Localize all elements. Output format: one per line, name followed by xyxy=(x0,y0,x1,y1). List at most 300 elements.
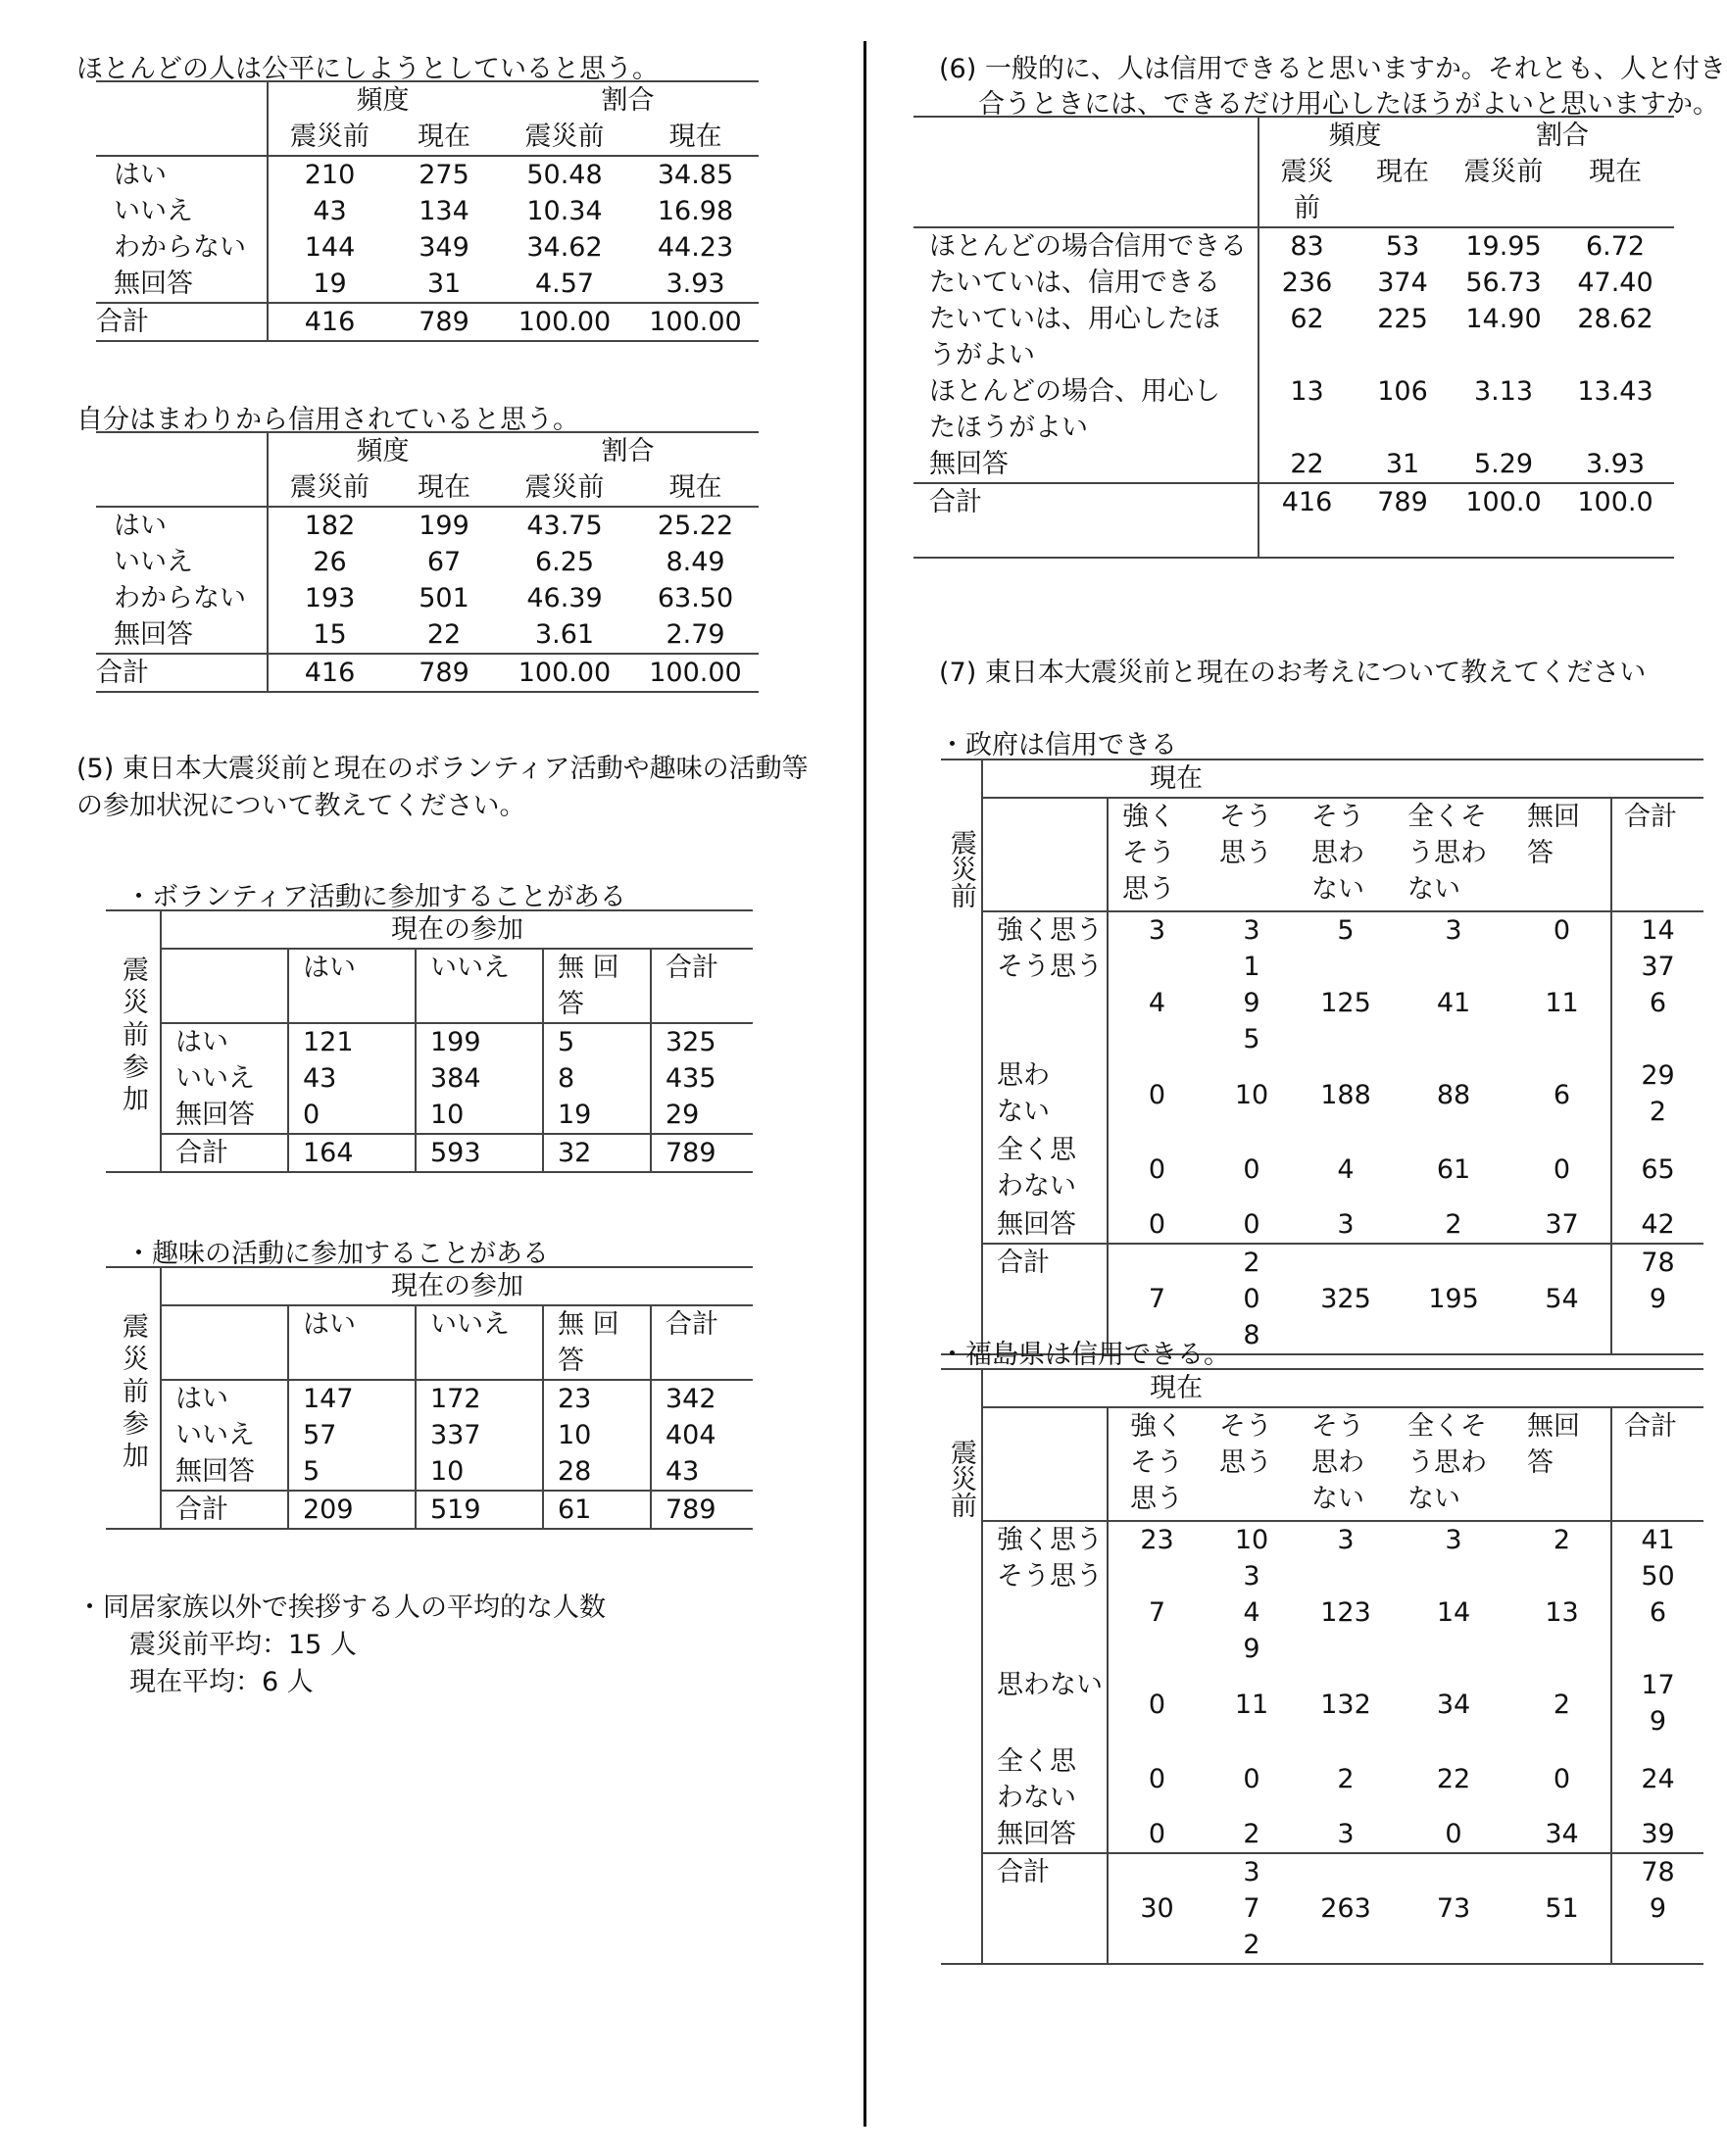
cell: 225 xyxy=(1377,304,1428,334)
col-header: いいえ xyxy=(416,949,543,1023)
row-label: 合計 xyxy=(96,303,268,341)
table-row xyxy=(941,1206,1703,1244)
s5-heading: (5) 東日本大震災前と現在のボランティア活動や趣味の活動等 xyxy=(76,754,809,784)
cell: 106 xyxy=(1377,376,1428,407)
cell: 2 xyxy=(1243,1819,1260,1849)
col-header: 無回答 xyxy=(1513,798,1611,911)
cell: 100.00 xyxy=(518,307,612,337)
t1-sub: 震災前 xyxy=(524,122,605,152)
t4-title: ・趣味の活動に参加することがある xyxy=(125,1239,549,1269)
row-label: 合計 xyxy=(982,1853,1108,1964)
cell: 3.93 xyxy=(1585,449,1646,479)
cell: 73 xyxy=(1436,1893,1471,1924)
total-row xyxy=(106,1491,753,1529)
row-label: 無回答 xyxy=(96,266,268,303)
cell: 51 xyxy=(1513,1853,1611,1964)
cell: 16.98 xyxy=(657,196,734,226)
cell: 56.73 xyxy=(1465,268,1542,298)
cell: 372 xyxy=(1243,1857,1260,1960)
cell: 25.22 xyxy=(657,511,734,541)
row-label: 無回答 xyxy=(913,446,1258,483)
cell: 144 xyxy=(304,232,356,263)
total-row xyxy=(96,303,759,341)
t8-table xyxy=(941,1368,1703,1965)
cell: 195 xyxy=(1428,1284,1479,1314)
col-header: 無 回 答 xyxy=(543,949,651,1023)
cell: 10 xyxy=(1234,1525,1269,1555)
col-header: 合計 xyxy=(1624,1411,1677,1442)
row-label: いいえ xyxy=(161,1060,288,1097)
cell: 44.23 xyxy=(657,232,734,263)
cell: 3 xyxy=(1148,915,1166,946)
cell: 22 xyxy=(1290,449,1324,479)
row-label: たいていは、信用できる xyxy=(913,265,1258,301)
cell: 325 xyxy=(1320,1284,1371,1314)
cell: 10.34 xyxy=(526,196,603,226)
cell: 263 xyxy=(1320,1893,1371,1924)
table-row xyxy=(96,544,759,580)
table-row xyxy=(96,193,759,229)
col-header: そう思う xyxy=(1219,802,1272,868)
cell: 179 xyxy=(1641,1670,1675,1737)
table-row xyxy=(913,301,1674,373)
cell: 236 xyxy=(1281,268,1333,298)
row-label: わからない xyxy=(96,229,268,266)
t1-table xyxy=(96,80,759,342)
cell: 88 xyxy=(1436,1079,1471,1110)
cell: 5 xyxy=(543,1023,651,1060)
t1-sub: 現在 xyxy=(418,122,470,152)
cell: 519 xyxy=(416,1491,543,1529)
t3-title: ・ボランティア活動に参加することがある xyxy=(125,882,626,912)
t3-side-label: 震災前参加 xyxy=(118,956,148,1117)
cell: 349 xyxy=(1243,1561,1260,1664)
t6-sub: 現在 xyxy=(1589,157,1642,187)
cell: 337 xyxy=(416,1417,543,1453)
t3-top-label: 現在の参加 xyxy=(391,914,523,945)
cell: 172 xyxy=(416,1380,543,1417)
t6-sub: 震災前 xyxy=(1463,157,1544,187)
t6-h-freq: 頻度 xyxy=(1328,121,1382,151)
t7-title: ・政府は信用できる xyxy=(939,730,1177,760)
t7-table xyxy=(941,759,1703,1355)
table-row xyxy=(941,1057,1703,1132)
t1-h-freq: 頻度 xyxy=(356,85,410,116)
cell: 0 xyxy=(1148,1209,1166,1240)
t2-sub: 現在 xyxy=(418,472,470,503)
cell: 4 xyxy=(1337,1153,1355,1185)
cell: 31 xyxy=(426,269,462,299)
cell: 61 xyxy=(1436,1153,1471,1185)
row-label: 思わない xyxy=(982,1667,1108,1741)
t6-table xyxy=(913,116,1674,559)
greet-title: ・同居家族以外で挨拶する人の平均的な人数 xyxy=(76,1592,606,1623)
col-header: はい xyxy=(288,949,416,1023)
cell: 30 xyxy=(1140,1893,1174,1924)
cell: 0 xyxy=(1148,1153,1166,1185)
cell: 3.13 xyxy=(1473,376,1534,407)
t1-h-ratio: 割合 xyxy=(601,85,655,116)
t6-sub: 現在 xyxy=(1376,157,1429,187)
col-header: そう思わない xyxy=(1311,1411,1364,1514)
cell: 100.00 xyxy=(649,658,742,688)
cell: 404 xyxy=(666,1420,716,1450)
cell: 0 xyxy=(1243,1153,1260,1185)
t2-h-freq: 頻度 xyxy=(356,436,410,466)
cell: 32 xyxy=(543,1134,651,1172)
row-label: ほとんどの場合信用できる xyxy=(913,227,1258,265)
table-row xyxy=(106,1453,753,1491)
row-label: たいていは、用心したほうがよい xyxy=(913,301,1258,373)
t2-title: 自分はまわりから信用されていると思う。 xyxy=(76,405,579,435)
total-row xyxy=(941,1853,1703,1964)
cell: 6 xyxy=(1513,1057,1611,1132)
cell: 100.0 xyxy=(1577,487,1653,517)
cell: 23 xyxy=(543,1380,651,1417)
cell: 83 xyxy=(1290,231,1324,262)
cell: 0 xyxy=(1148,1079,1166,1110)
cell: 6.72 xyxy=(1585,231,1646,262)
table-row xyxy=(941,911,1703,949)
cell: 3.93 xyxy=(666,269,725,299)
cell: 28.62 xyxy=(1577,304,1653,334)
cell: 789 xyxy=(1641,1248,1675,1314)
t4-top-label: 現在の参加 xyxy=(391,1271,523,1301)
row-label: 全く思わない xyxy=(982,1741,1108,1816)
cell: 0 xyxy=(1243,1763,1260,1794)
cell: 3 xyxy=(1243,915,1260,946)
row-label: そう思う xyxy=(982,1558,1108,1667)
row-label: そう思う xyxy=(982,949,1108,1057)
t2-sub: 震災前 xyxy=(524,472,605,503)
cell: 3 xyxy=(1445,1525,1462,1555)
table-row xyxy=(941,1521,1703,1558)
cell: 0 xyxy=(1148,1819,1166,1849)
cell: 193 xyxy=(304,583,356,613)
cell: 789 xyxy=(666,1138,716,1168)
row-label: 全く思わない xyxy=(982,1132,1108,1206)
row-label: 無回答 xyxy=(161,1097,288,1134)
row-label: いいえ xyxy=(161,1417,288,1453)
cell: 11 xyxy=(1513,949,1611,1057)
cell: 8 xyxy=(543,1060,651,1097)
total-row xyxy=(106,1134,753,1172)
cell: 199 xyxy=(416,1023,543,1060)
table-row xyxy=(106,1023,753,1060)
cell: 39 xyxy=(1641,1819,1675,1849)
cell: 2 xyxy=(1513,1521,1611,1558)
cell: 209 xyxy=(288,1491,416,1529)
row-label: 合計 xyxy=(913,483,1258,558)
cell: 42 xyxy=(1641,1209,1675,1240)
table-row xyxy=(941,1667,1703,1741)
cell: 5 xyxy=(1337,915,1355,946)
cell: 34.62 xyxy=(526,232,603,263)
t2-sub: 震災前 xyxy=(290,472,370,503)
col-header: そう思う xyxy=(1219,1411,1272,1478)
col-header: 全くそう思わない xyxy=(1407,1411,1487,1514)
table-row xyxy=(106,1097,753,1134)
cell: 50.48 xyxy=(526,160,603,190)
cell: 210 xyxy=(304,160,356,190)
greet-now: 現在平均：6 人 xyxy=(129,1667,314,1697)
row-label: 合計 xyxy=(161,1134,288,1172)
table-row xyxy=(913,446,1674,483)
cell: 0 xyxy=(1513,1741,1611,1816)
cell: 349 xyxy=(419,232,469,263)
cell: 292 xyxy=(1641,1060,1675,1127)
row-label: いいえ xyxy=(96,193,268,229)
col-header: 強くそう思う xyxy=(1122,802,1175,905)
table-row xyxy=(96,507,759,544)
cell: 182 xyxy=(304,511,356,541)
t2-h-ratio: 割合 xyxy=(601,436,655,466)
cell: 121 xyxy=(288,1023,416,1060)
cell: 501 xyxy=(419,583,469,613)
cell: 65 xyxy=(1641,1153,1675,1185)
s5-heading-cont: の参加状況について教えてください。 xyxy=(76,791,526,821)
cell: 31 xyxy=(1385,449,1420,479)
cell: 57 xyxy=(288,1417,416,1453)
cell: 2 xyxy=(1445,1209,1462,1240)
cell: 593 xyxy=(416,1134,543,1172)
cell: 5 xyxy=(288,1453,416,1491)
row-label: 合計 xyxy=(96,654,268,692)
greet-before: 震災前平均：15 人 xyxy=(129,1630,357,1660)
cell: 0 xyxy=(1445,1819,1462,1849)
cell: 506 xyxy=(1641,1561,1675,1628)
cell: 41 xyxy=(1436,988,1471,1018)
t6-h-ratio: 割合 xyxy=(1536,121,1589,151)
column-divider xyxy=(864,41,866,2127)
cell: 416 xyxy=(304,307,356,337)
cell: 3 xyxy=(1337,1209,1355,1240)
cell: 376 xyxy=(1641,952,1675,1018)
table-row xyxy=(941,1132,1703,1206)
row-label: 無回答 xyxy=(96,616,268,654)
cell: 43.75 xyxy=(526,511,603,541)
cell: 416 xyxy=(1281,487,1333,517)
cell: 43 xyxy=(313,196,347,226)
t6-sub: 震災前 xyxy=(1280,157,1334,223)
table-row xyxy=(96,580,759,616)
row-label: いいえ xyxy=(96,544,268,580)
cell: 3 xyxy=(1445,915,1462,946)
cell: 416 xyxy=(304,658,356,688)
cell: 5.29 xyxy=(1473,449,1534,479)
row-label: 合計 xyxy=(982,1244,1108,1354)
cell: 7 xyxy=(1148,1284,1166,1314)
row-label: 無回答 xyxy=(161,1453,288,1491)
cell: 67 xyxy=(426,547,462,577)
row-label: 思わない xyxy=(982,1057,1108,1132)
cell: 0 xyxy=(1513,1132,1611,1206)
total-row xyxy=(96,654,759,692)
row-label: ほとんどの場合、用心したほうがよい xyxy=(913,373,1258,446)
row-label: わからない xyxy=(96,580,268,616)
s7-heading: (7) 東日本大震災前と現在のお考えについて教えてください xyxy=(939,658,1647,688)
cell: 6.25 xyxy=(534,547,595,577)
t1-title: ほとんどの人は公平にしようとしていると思う。 xyxy=(76,54,659,84)
row-label: 強く思う xyxy=(982,911,1108,949)
cell: 4 xyxy=(1148,988,1166,1018)
cell: 0 xyxy=(288,1097,416,1134)
row-label: 無回答 xyxy=(982,1206,1108,1244)
t4-table xyxy=(106,1266,753,1530)
row-label: はい xyxy=(96,156,268,193)
row-label: 無回答 xyxy=(982,1816,1108,1853)
cell: 2 xyxy=(1337,1763,1355,1794)
cell: 125 xyxy=(1320,988,1371,1018)
total-row xyxy=(913,483,1674,558)
cell: 325 xyxy=(666,1027,716,1057)
t6-heading: (6) 一般的に、人は信用できると思いますか。それとも、人と付き xyxy=(939,54,1726,84)
row-label: 合計 xyxy=(161,1491,288,1529)
col-header: 強くそう思う xyxy=(1130,1411,1183,1514)
cell: 15 xyxy=(313,619,347,650)
t2-table xyxy=(96,431,759,693)
cell: 43 xyxy=(666,1456,700,1487)
table-row xyxy=(96,616,759,654)
cell: 63.50 xyxy=(657,583,734,613)
t8-top-label: 現在 xyxy=(1150,1373,1203,1403)
cell: 13 xyxy=(1290,376,1324,407)
table-row xyxy=(941,1558,1703,1667)
cell: 34 xyxy=(1513,1816,1611,1853)
table-row xyxy=(913,373,1674,446)
cell: 4.57 xyxy=(534,269,595,299)
cell: 22 xyxy=(426,619,462,650)
cell: 10 xyxy=(416,1097,543,1134)
t7-top-label: 現在 xyxy=(1150,763,1203,794)
cell: 789 xyxy=(1641,1857,1675,1924)
cell: 54 xyxy=(1513,1244,1611,1354)
cell: 14 xyxy=(1641,915,1675,946)
cell: 195 xyxy=(1243,952,1260,1054)
cell: 789 xyxy=(419,658,469,688)
table-row xyxy=(941,949,1703,1057)
cell: 14 xyxy=(1436,1597,1471,1628)
table-row xyxy=(106,1417,753,1453)
cell: 2.79 xyxy=(666,619,725,650)
table-row xyxy=(106,1380,753,1417)
cell: 100.0 xyxy=(1465,487,1542,517)
table-row xyxy=(913,227,1674,265)
cell: 10 xyxy=(416,1453,543,1491)
cell: 3.61 xyxy=(534,619,595,650)
cell: 43 xyxy=(288,1060,416,1097)
table-row xyxy=(96,266,759,303)
cell: 342 xyxy=(666,1384,716,1414)
cell: 13 xyxy=(1513,1558,1611,1667)
cell: 3 xyxy=(1337,1525,1355,1555)
cell: 22 xyxy=(1436,1763,1471,1794)
row-label: 強く思う xyxy=(982,1521,1108,1558)
cell: 0 xyxy=(1148,1689,1166,1720)
cell: 19 xyxy=(543,1097,651,1134)
cell: 188 xyxy=(1320,1079,1371,1110)
cell: 0 xyxy=(1148,1763,1166,1794)
cell: 0 xyxy=(1243,1209,1260,1240)
cell: 2 xyxy=(1513,1667,1611,1741)
col-header: 無回答 xyxy=(1513,1407,1611,1521)
cell: 435 xyxy=(666,1063,716,1094)
cell: 789 xyxy=(419,307,469,337)
row-label: はい xyxy=(96,507,268,544)
cell: 24 xyxy=(1641,1763,1675,1794)
cell: 10 xyxy=(543,1417,651,1453)
table-row xyxy=(96,229,759,266)
table-row xyxy=(913,265,1674,301)
t1-sub: 現在 xyxy=(668,122,722,152)
cell: 19 xyxy=(313,269,347,299)
cell: 789 xyxy=(1377,487,1428,517)
cell: 34 xyxy=(1436,1689,1471,1720)
table-row xyxy=(96,156,759,193)
t8-side-label: 震災前 xyxy=(946,1439,976,1518)
cell: 53 xyxy=(1385,231,1420,262)
cell: 374 xyxy=(1377,268,1428,298)
cell: 199 xyxy=(419,511,469,541)
cell: 132 xyxy=(1320,1689,1371,1720)
t2-sub: 現在 xyxy=(668,472,722,503)
cell: 789 xyxy=(666,1494,716,1525)
cell: 19.95 xyxy=(1465,231,1542,262)
t4-side-label: 震災前参加 xyxy=(118,1312,148,1474)
t7-side-label: 震災前 xyxy=(946,829,976,908)
cell: 26 xyxy=(313,547,347,577)
cell: 47.40 xyxy=(1577,268,1653,298)
cell: 29 xyxy=(666,1100,700,1130)
cell: 10 xyxy=(1234,1079,1269,1110)
cell: 384 xyxy=(416,1060,543,1097)
table-row xyxy=(941,1741,1703,1816)
cell: 13.43 xyxy=(1577,376,1653,407)
cell: 134 xyxy=(419,196,469,226)
cell: 11 xyxy=(1234,1689,1269,1720)
col-header: 全くそう思わない xyxy=(1407,802,1487,905)
table-row xyxy=(106,1060,753,1097)
table-row xyxy=(941,1816,1703,1853)
t1-sub: 震災前 xyxy=(290,122,370,152)
cell: 34.85 xyxy=(657,160,734,190)
cell: 46.39 xyxy=(526,583,603,613)
cell: 164 xyxy=(288,1134,416,1172)
cell: 7 xyxy=(1148,1597,1166,1628)
cell: 28 xyxy=(543,1453,651,1491)
col-header: 合計 xyxy=(1624,802,1677,832)
cell: 41 xyxy=(1641,1525,1675,1555)
cell: 3 xyxy=(1337,1819,1355,1849)
cell: 14.90 xyxy=(1465,304,1542,334)
col-header: そう思わない xyxy=(1311,802,1364,905)
col-header: いいえ xyxy=(416,1305,543,1380)
cell: 123 xyxy=(1320,1597,1371,1628)
col-header: 無 回 答 xyxy=(543,1305,651,1380)
cell: 62 xyxy=(1290,304,1324,334)
cell: 8.49 xyxy=(666,547,725,577)
cell: 100.00 xyxy=(649,307,742,337)
t8-title: ・福島県は信用できる。 xyxy=(939,1340,1230,1370)
t6-heading-cont: 合うときには、できるだけ用心したほうがよいと思いますか。 xyxy=(978,89,1719,120)
cell: 61 xyxy=(543,1491,651,1529)
cell: 208 xyxy=(1243,1248,1260,1350)
col-header: 合計 xyxy=(666,953,718,983)
cell: 0 xyxy=(1513,911,1611,949)
cell: 147 xyxy=(288,1380,416,1417)
col-header: 合計 xyxy=(666,1309,718,1340)
row-label: はい xyxy=(161,1380,288,1417)
